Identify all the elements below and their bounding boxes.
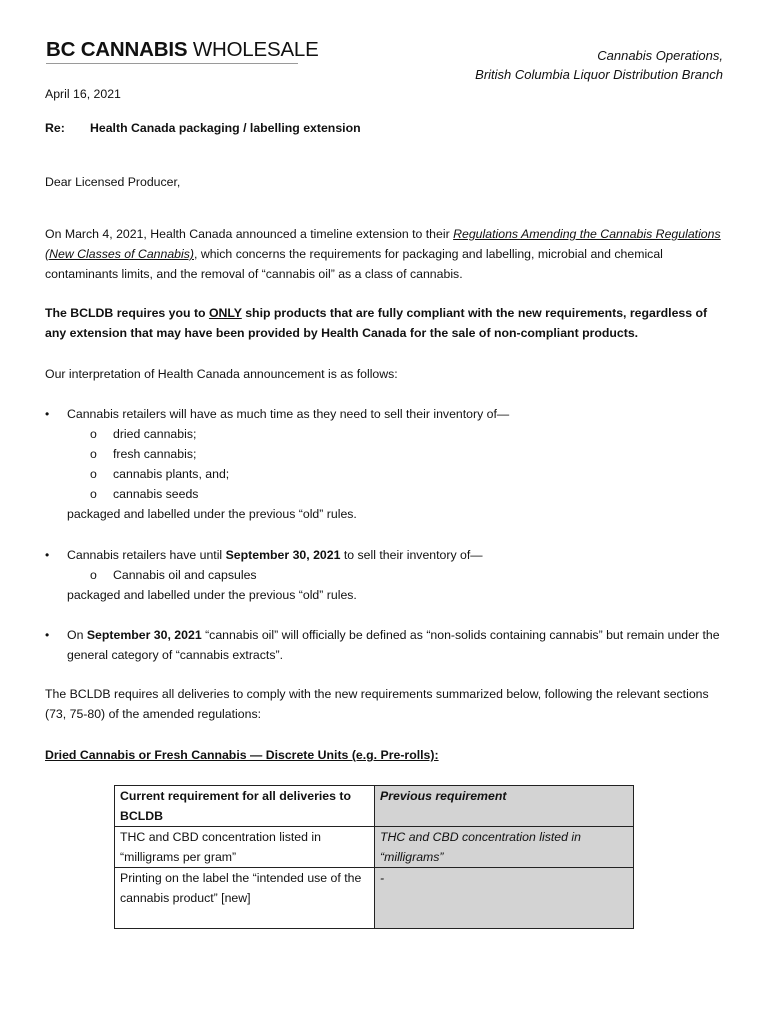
- sub-bullet-marker: o: [90, 427, 97, 441]
- paragraph-deliveries: The BCLDB requires all deliveries to comply with the new requirements summarized below, following the relevant sections (73, 75-80) of the amended regulations:: [45, 687, 709, 721]
- bullet-2-pre: Cannabis retailers have until: [67, 548, 226, 562]
- bullet-item-2: [45, 545, 725, 605]
- paragraph-requirement: [45, 303, 725, 343]
- table-cell: Printing on the label the “intended use of the cannabis product” [new]: [115, 868, 375, 929]
- sub-item: [90, 565, 725, 585]
- sub-bullet-marker: o: [90, 447, 97, 461]
- requirements-table: [114, 785, 634, 929]
- table-cell: THC and CBD concentration listed in “milligrams per gram”: [115, 827, 375, 868]
- brand-logo: [46, 38, 319, 62]
- sub-item-text: Cannabis oil and capsules: [113, 568, 257, 582]
- org-line-2: British Columbia Liquor Distribution Branch: [475, 67, 723, 82]
- logo-light-text: WHOLESALE: [192, 38, 319, 61]
- subject-text: Health Canada packaging / labelling extension: [90, 121, 361, 135]
- sub-bullet-marker: o: [90, 487, 97, 501]
- bullet-1-text: Cannabis retailers will have as much time as they need to sell their inventory of—: [67, 407, 510, 421]
- para2-emphasis: ONLY: [208, 306, 242, 320]
- table-cell: THC and CBD concentration listed in “milligrams”: [375, 827, 634, 868]
- paragraph-interpretation: Our interpretation of Health Canada announcement is as follows:: [45, 367, 398, 381]
- bullet-3-date: September 30, 2021: [86, 628, 202, 642]
- bullet-2-post: to sell their inventory of—: [340, 548, 483, 562]
- bullet-item-3: [45, 625, 725, 665]
- bullet-item-1: [45, 404, 725, 524]
- table-row: [115, 868, 634, 929]
- bullet-3-text: [67, 625, 725, 665]
- para1-pre: On March 4, 2021, Health Canada announced a timeline extension to their: [45, 227, 454, 241]
- para2-post: ship products that are fully compliant with the new requirements, regardless of any extension that may have been provided by Health Canada for the sale of non-compliant products.: [45, 306, 708, 340]
- sub-bullet-marker: o: [90, 467, 97, 481]
- section-heading: Dried Cannabis or Fresh Cannabis — Discrete Units (e.g. Pre-rolls):: [45, 748, 439, 762]
- salutation: Dear Licensed Producer,: [45, 175, 181, 189]
- sub-item: [90, 464, 725, 484]
- bullet-marker: •: [45, 548, 50, 562]
- logo-bold-text: BC CANNABIS: [46, 38, 188, 61]
- subject-label: Re:: [45, 121, 65, 135]
- table-header-row: [115, 786, 634, 827]
- paragraph-intro: [45, 224, 725, 284]
- bullet-marker: •: [45, 628, 50, 642]
- bullet-marker: •: [45, 407, 50, 421]
- table-row: [115, 827, 634, 868]
- sub-item: [90, 424, 725, 444]
- table-header-current: Current requirement for all deliveries to BCLDB: [115, 786, 375, 827]
- sub-item-text: cannabis plants, and;: [113, 467, 230, 481]
- bullet-2-after: packaged and labelled under the previous “old” rules.: [67, 588, 357, 602]
- sub-item-text: fresh cannabis;: [113, 447, 197, 461]
- logo-underline-divider: [46, 63, 298, 64]
- bullet-1-after: packaged and labelled under the previous “old” rules.: [67, 507, 357, 521]
- sub-item: [90, 484, 725, 504]
- sender-organization: [475, 46, 723, 84]
- sub-item: [90, 444, 725, 464]
- regulations-link[interactable]: Regulations Amending the Cannabis Regulations (New Classes of Cannabis): [45, 227, 721, 261]
- bullet-3-post: “cannabis oil” will officially be defined as “non-solids containing cannabis” but remain under the general category of “cannabis extracts”.: [67, 628, 720, 662]
- bullet-3-pre: On: [67, 628, 87, 642]
- sub-bullet-marker: o: [90, 568, 97, 582]
- table-cell: -: [375, 868, 634, 929]
- bullet-2-date: September 30, 2021: [225, 548, 341, 562]
- subject-line: [45, 118, 361, 138]
- para1-post: , which concerns the requirements for packaging and labelling, microbial and chemical contaminants limits, and the removal of “cannabis oil” as a class of cannabis.: [45, 247, 663, 281]
- table-header-previous: Previous requirement: [375, 786, 634, 827]
- letter-date: April 16, 2021: [45, 87, 121, 101]
- sub-item-text: dried cannabis;: [113, 427, 197, 441]
- sub-item-text: cannabis seeds: [113, 487, 199, 501]
- bullet-2-text: [67, 545, 725, 565]
- para2-pre: The BCLDB requires you to: [45, 306, 209, 320]
- org-line-1: Cannabis Operations,: [597, 48, 723, 63]
